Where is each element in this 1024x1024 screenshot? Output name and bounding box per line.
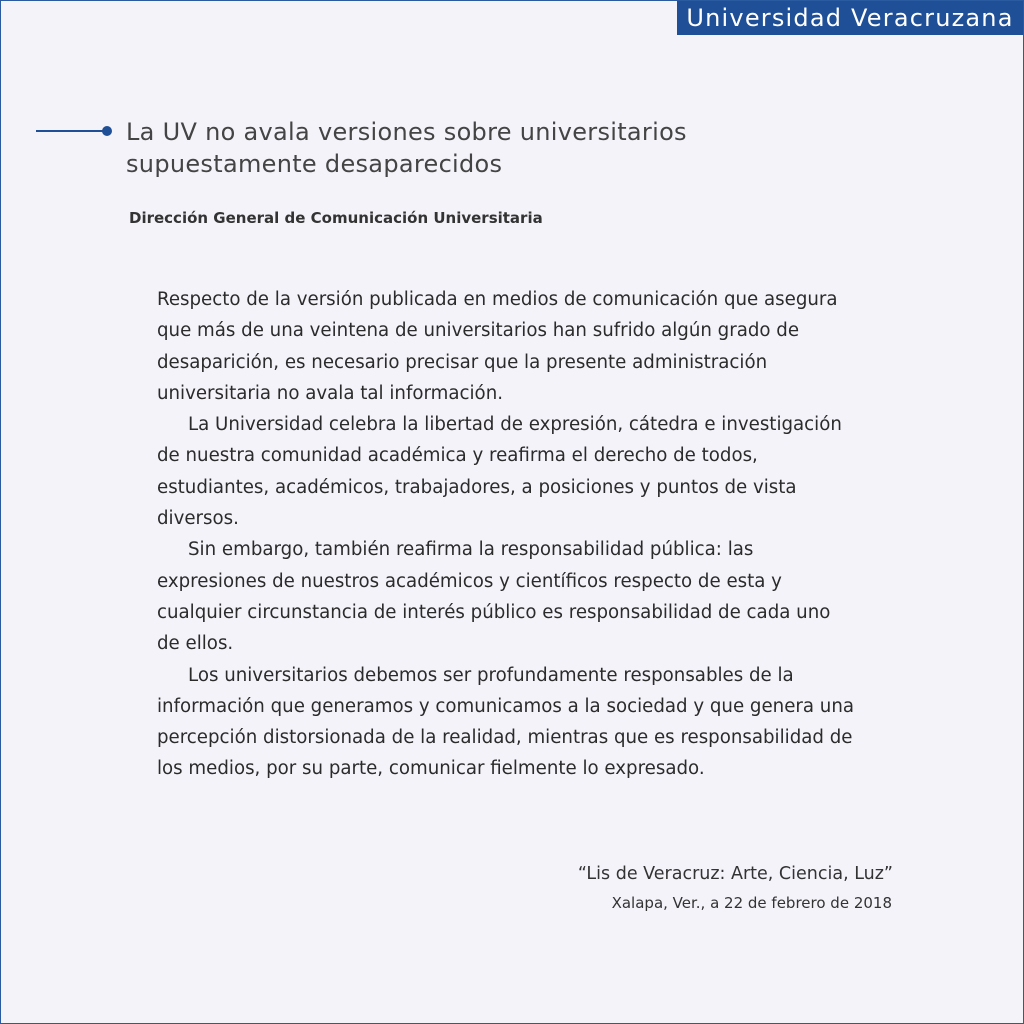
body-line: cualquier circunstancia de interés público es responsabilidad de cada uno	[157, 601, 831, 623]
headline-bullet-line	[36, 130, 106, 132]
body-line: percepción distorsionada de la realidad, mientras que es responsabilidad de	[157, 727, 853, 749]
body-line: información que generamos y comunicamos a la sociedad y que genera una	[157, 695, 854, 717]
dateline: Xalapa, Ver., a 22 de febrero de 2018	[611, 894, 892, 912]
body-line: Sin embargo, también reafirma la responsabilidad pública: las	[188, 539, 754, 561]
body-line: universitaria no avala tal información.	[157, 382, 503, 404]
headline-line-1: La UV no avala versiones sobre universitarios	[126, 118, 687, 146]
headline-bullet-dot-icon	[102, 126, 112, 136]
body-line: Respecto de la versión publicada en medios de comunicación que asegura	[157, 289, 838, 310]
body-line: de nuestra comunidad académica y reafirma el derecho de todos,	[157, 445, 758, 467]
headline	[126, 116, 826, 180]
headline-line-2: supuestamente desaparecidos	[126, 150, 503, 178]
university-brand-label: Universidad Veracruzana	[677, 1, 1023, 35]
university-motto: “Lis de Veracruz: Arte, Ciencia, Luz”	[577, 864, 893, 884]
body-line: diversos.	[157, 508, 239, 530]
article-body	[157, 284, 917, 785]
byline: Dirección General de Comunicación Universitaria	[129, 209, 543, 227]
body-line: desaparición, es necesario precisar que la presente administración	[157, 351, 768, 373]
body-line: La Universidad celebra la libertad de expresión, cátedra e investigación	[188, 414, 842, 436]
body-line: de ellos.	[157, 633, 234, 655]
body-line: los medios, por su parte, comunicar fielmente lo expresado.	[157, 758, 705, 780]
body-line: expresiones de nuestros académicos y científicos respecto de esta y	[157, 570, 782, 592]
body-line: Los universitarios debemos ser profundamente responsables de la	[188, 664, 794, 686]
body-line: estudiantes, académicos, trabajadores, a posiciones y puntos de vista	[157, 476, 797, 498]
body-line: que más de una veintena de universitarios han sufrido algún grado de	[157, 320, 800, 342]
